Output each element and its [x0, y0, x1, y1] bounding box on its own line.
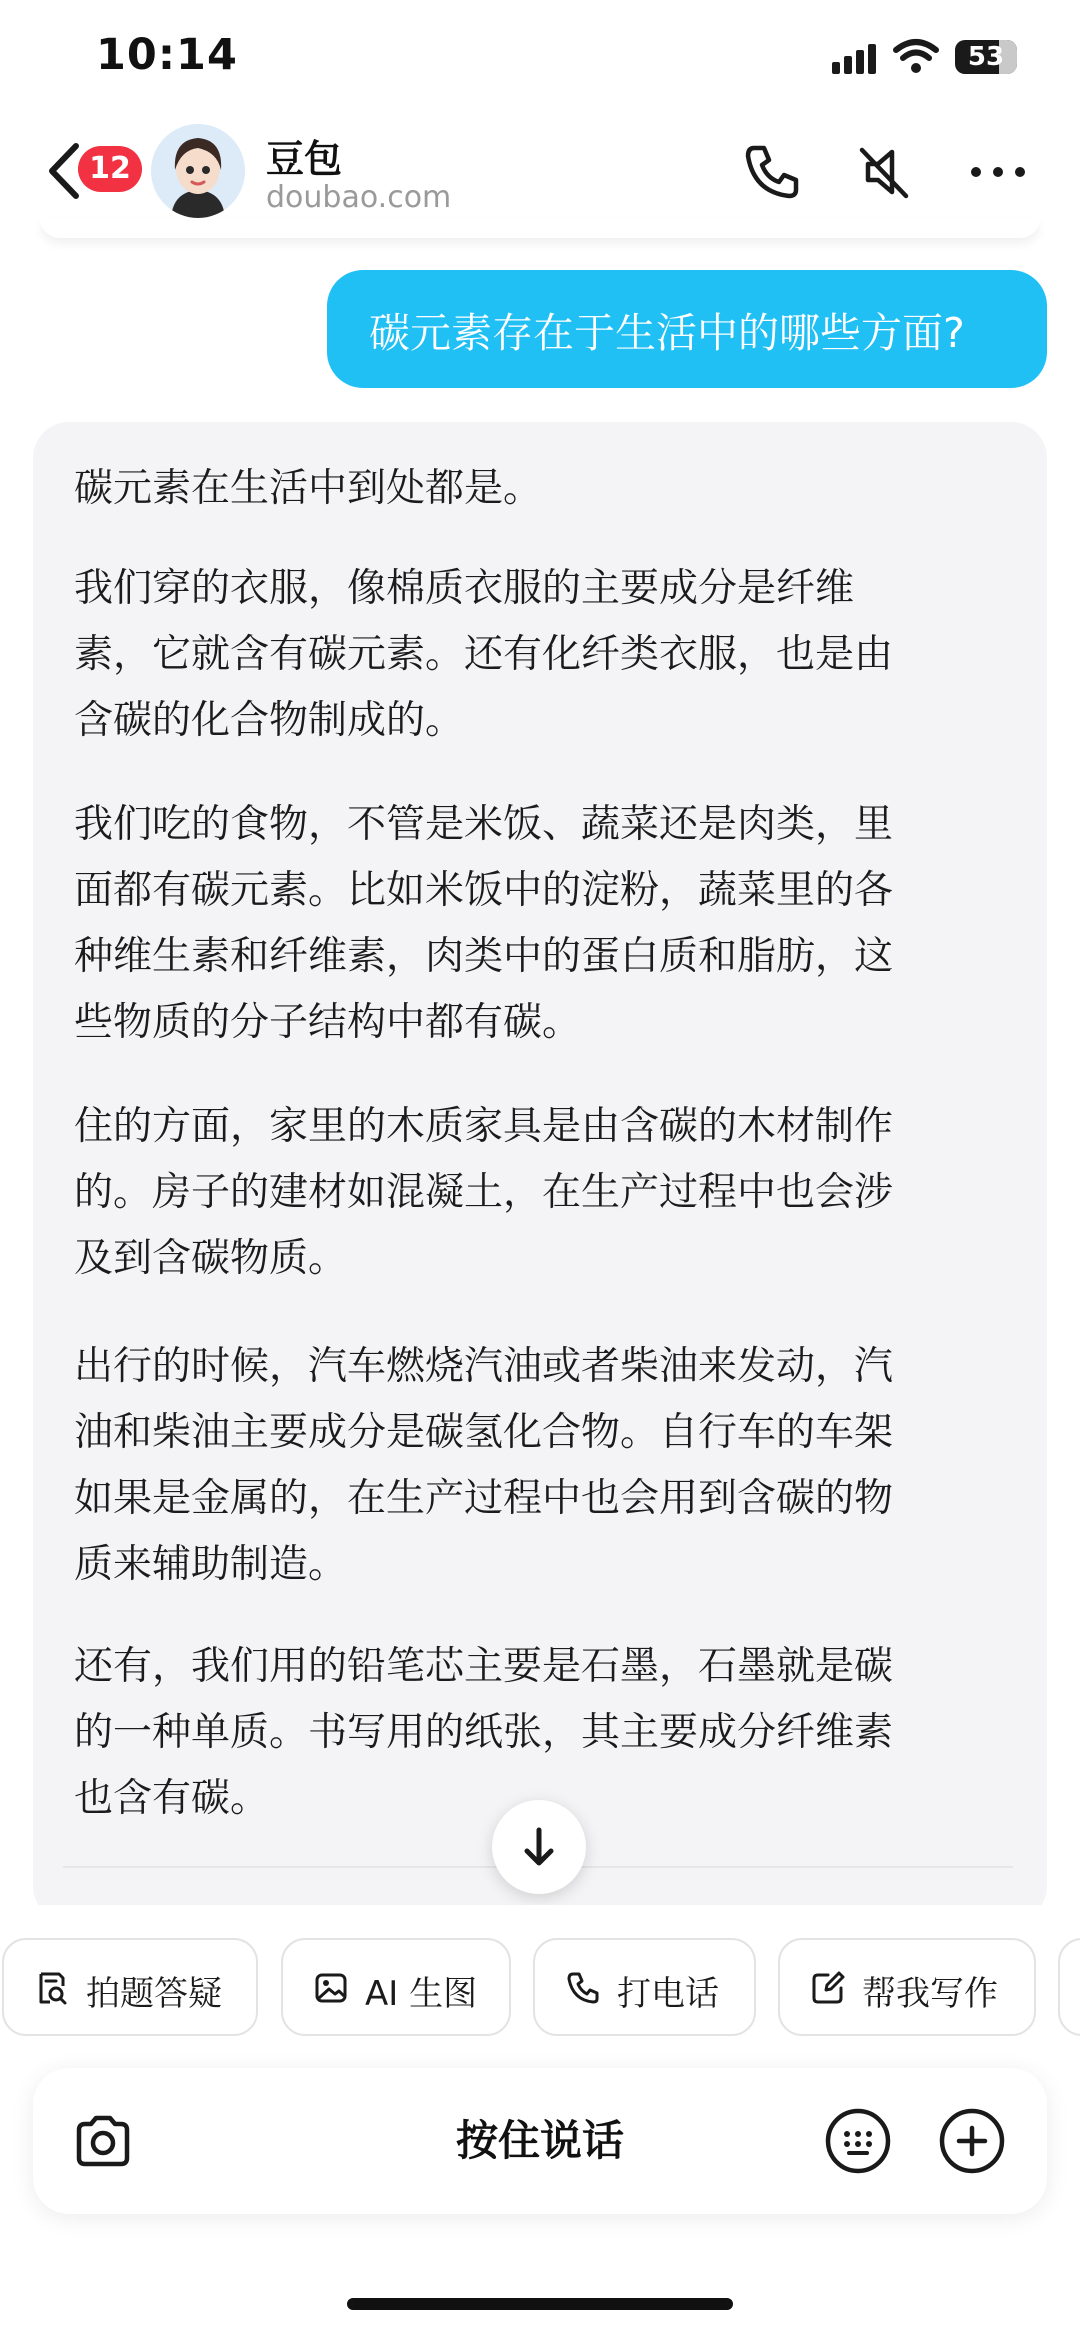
plus-icon[interactable] [937, 2106, 1007, 2176]
phone-icon [565, 1970, 601, 2006]
avatar-illustration-icon [151, 124, 245, 218]
scroll-to-bottom-button[interactable] [492, 1800, 586, 1894]
user-message-text: 碳元素存在于生活中的哪些方面? [369, 309, 965, 357]
chip-label: 拍题答疑 [86, 1974, 222, 2014]
ai-paragraph: 还有，我们用的铅笔芯主要是石墨，石墨就是碳 的一种单质。书写用的纸张，其主要成分纤维素 也含有碳。 [74, 1644, 894, 1821]
image-icon [313, 1970, 349, 2006]
edit-icon [810, 1970, 846, 2006]
contact-name: 豆包 [266, 137, 343, 181]
chip-photo-question[interactable] [2, 1938, 258, 2036]
phone-call-icon[interactable] [740, 140, 804, 204]
contact-domain: doubao.com [266, 180, 452, 215]
ai-paragraph: 住的方面，家里的木质家具是由含碳的木材制作 的。房子的建材如混凝土，在生产过程中也会涉 及到含碳物质。 [74, 1104, 894, 1281]
speaker-muted-icon[interactable] [852, 140, 916, 204]
chip-more-partial[interactable] [1058, 1938, 1080, 2036]
arrow-down-icon [492, 1800, 586, 1894]
avatar[interactable] [151, 124, 245, 218]
ai-message-bubble[interactable] [33, 422, 1047, 1922]
user-message-bubble[interactable] [327, 270, 1047, 388]
more-options-icon[interactable] [966, 140, 1030, 204]
input-bar [33, 2068, 1047, 2214]
camera-icon[interactable] [71, 2110, 135, 2174]
header-divider [40, 218, 1040, 238]
chip-ai-image[interactable] [281, 1938, 511, 2036]
chip-label: 打电话 [617, 1974, 719, 2014]
keyboard-icon[interactable] [823, 2106, 893, 2176]
chip-help-write[interactable] [778, 1938, 1036, 2036]
ai-paragraph: 出行的时候，汽车燃烧汽油或者柴油来发动，汽 油和柴油主要成分是碳氢化合物。自行车的车架 如果是金属的，在生产过程中也会用到含碳的物 质来辅助制造。 [74, 1344, 894, 1587]
hold-to-talk-button[interactable]: 按住说话 [455, 2116, 624, 2165]
chip-label: 帮我写作 [862, 1974, 998, 2014]
status-bar [0, 0, 1080, 115]
ai-paragraph: 我们穿的衣服，像棉质衣服的主要成分是纤维 素，它就含有碳元素。还有化纤类衣服，也是由 含碳的化合物制成的。 [74, 566, 894, 743]
ai-paragraph: 碳元素在生活中到处都是。 [74, 466, 543, 511]
status-time: 10:14 [96, 30, 238, 80]
battery-icon [955, 40, 1017, 74]
chip-phone-call[interactable] [533, 1938, 756, 2036]
photo-question-icon [34, 1970, 70, 2006]
battery-level: 53 [967, 42, 1005, 72]
ai-paragraph: 我们吃的食物，不管是米饭、蔬菜还是肉类，里 面都有碳元素。比如米饭中的淀粉，蔬菜里的各 种维生素和纤维素，肉类中的蛋白质和脂肪，这 些物质的分子结构中都有碳。 [74, 802, 894, 1045]
cellular-signal-icon [832, 44, 878, 74]
wifi-icon [893, 38, 939, 74]
home-indicator [347, 2298, 733, 2310]
chip-label: AI 生图 [365, 1974, 478, 2014]
unread-badge: 12 [78, 146, 142, 192]
